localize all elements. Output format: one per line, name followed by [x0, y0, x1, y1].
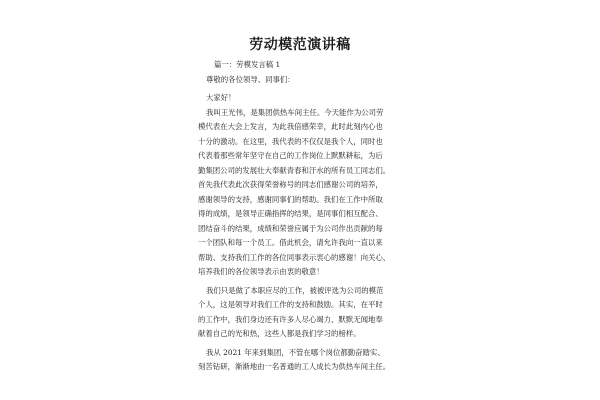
salutation: 尊敬的各位领导、同事们： — [206, 74, 295, 84]
document-title: 劳动模范演讲稿 — [249, 37, 351, 53]
section-heading: 篇一：劳模发言稿 1 — [214, 60, 281, 69]
document-body — [198, 58, 408, 375]
paragraph — [198, 346, 408, 375]
paragraph-line: 刻苦钻研，渐渐地由一名普通的工人成长为供热车间主任。 — [198, 362, 391, 371]
paragraph-line: 勤集团公司的发展壮大奉献青春和汗水的所有员工同志们。 — [198, 165, 391, 175]
paragraph-line: 献着自己的光和热，这些人都是我们学习的榜样。 — [198, 329, 361, 338]
paragraph-line: 个人，这是领导对我们工作的支持和鼓励。其实，在平时 — [198, 300, 383, 309]
paragraph-line: 我叫王光伟，是集团供热车间主任。今天能作为公司劳 — [206, 107, 384, 117]
paragraph-line: 培养我们的各位领导表示由衷的敬意！ — [198, 267, 324, 276]
paragraph-line: 感谢领导的支持，感谢同事们的帮助。我们在工作中所取 — [198, 194, 383, 204]
paragraph-line: 我们只是做了本职应尽的工作，被被评选为公司的模范 — [206, 285, 384, 295]
paragraph — [198, 106, 408, 280]
paragraph-line: 十分的激动。在这里，我代表的不仅仅是我个人，同时也 — [198, 136, 383, 146]
greeting: 大家好！ — [206, 93, 236, 102]
paragraph — [198, 284, 408, 342]
paragraph-line: 的工作中，我们身边还有许多人尽心竭力、默默无闻地奉 — [198, 314, 383, 324]
paragraph-line: 帮助、支持我们工作的各位同事表示衷心的感谢！向关心、 — [198, 252, 391, 262]
paragraph-line: 团结奋斗的结果，成绩和荣誉应属于为公司作出贡献的每 — [198, 223, 383, 233]
paragraph-line: 得的成绩，是领导正确指挥的结果，是同事们相互配合、 — [198, 209, 383, 218]
paragraph-line: 代表着那些常年坚守在自己的工作岗位上默默耕耘，为后 — [198, 151, 383, 160]
paragraph-line: 我从 2021 年来到集团，不管在哪个岗位都勤奋踏实、 — [206, 347, 385, 357]
paragraph-line: 一个团队和每一个员工。借此机会，请允许我向一直以来 — [198, 238, 383, 247]
paragraph-line: 首先我代表此次获得荣誉称号的同志们感谢公司的培养， — [198, 180, 383, 189]
paragraph-line: 模代表在大会上发言，为此我倍感荣幸，此时此刻内心也 — [198, 122, 383, 131]
